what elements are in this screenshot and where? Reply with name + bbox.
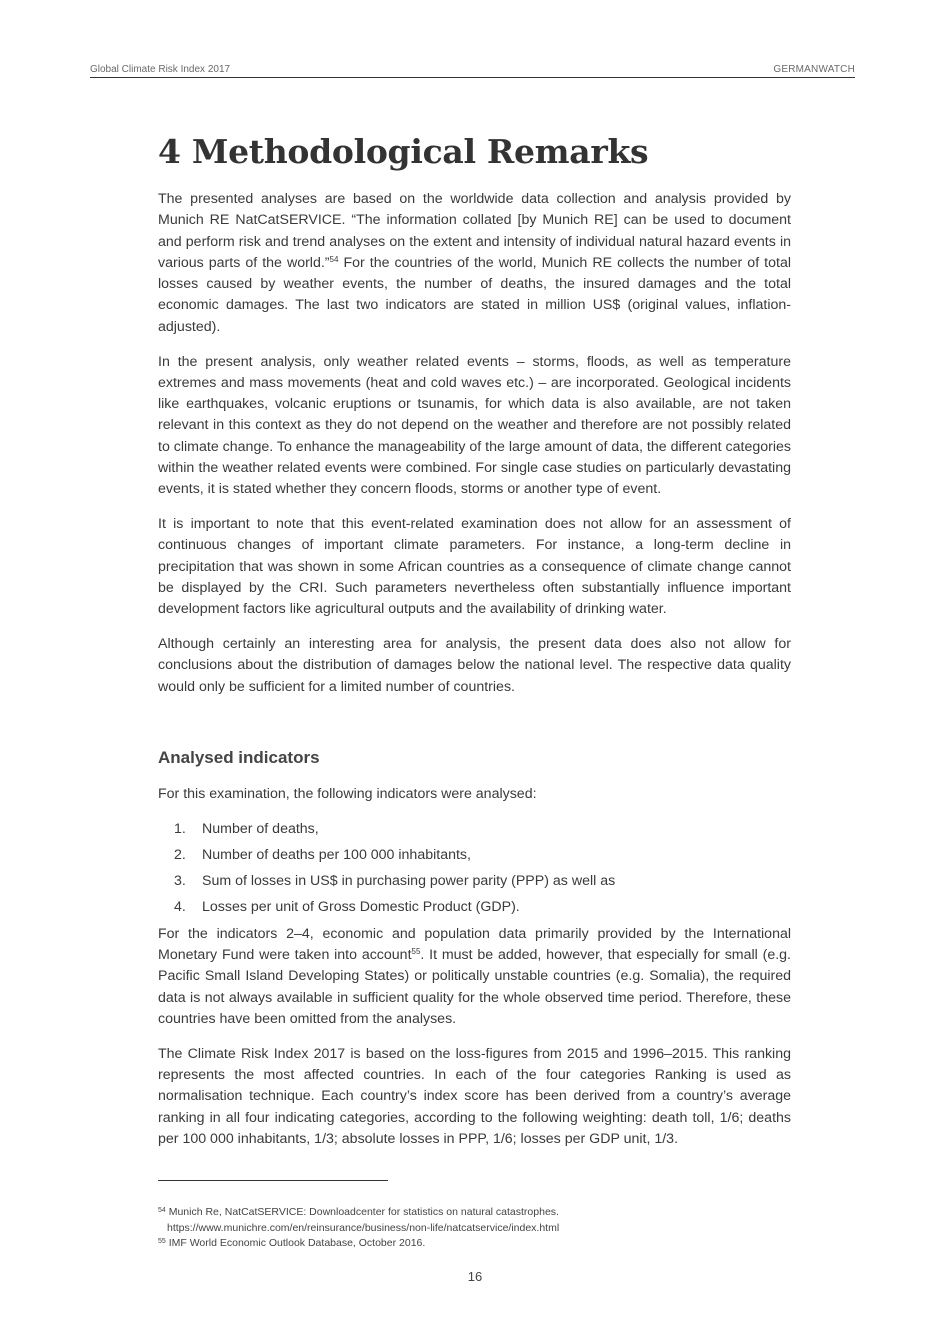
footnote-divider — [158, 1180, 388, 1181]
list-text: Losses per unit of Gross Domestic Product (GDP). — [202, 898, 520, 915]
indicators-intro: For this examination, the following indicators were analysed: — [158, 786, 537, 803]
footnote-54 — [158, 1205, 798, 1221]
list-number: 4. — [174, 898, 186, 915]
list-text: Sum of losses in US$ in purchasing power parity (PPP) as well as — [202, 872, 616, 889]
paragraph-text: For the indicators 2–4, economic and population data primarily provided by the International Monetary Fund were taken into account — [158, 925, 791, 964]
list-item — [158, 897, 791, 918]
footnote-number: 54 — [158, 1207, 166, 1214]
footnote-ref-55[interactable]: 55 — [411, 947, 421, 957]
list-item — [158, 845, 791, 866]
paragraph-text: . It must be added, however, that especially for small (e.g. Pacific Small Island Developing States) or politically unstable countries (e.g. Somalia), the required data is not always available in sufficient quality for the whole observed time period. Therefore, these countries have been omitted from the analyses. — [158, 947, 791, 1027]
paragraph-text: The presented analyses are based on the worldwide data collection and analysis provided by Munich RE NatCatSERVICE. “The information collated [by Munich RE] can be used to document and perform risk and trend analyses on the extent and intensity of individual natural hazard events in various parts of the world.” — [158, 191, 791, 271]
footnote-54-url[interactable]: https://www.munichre.com/en/reinsurance/business/non-life/natcatservice/index.html — [167, 1221, 560, 1234]
running-header-publisher: GERMANWATCH — [773, 64, 855, 75]
footnotes — [158, 1205, 798, 1252]
footnote-text: Munich Re, NatCatSERVICE: Downloadcenter for statistics on natural catastrophes. — [165, 1206, 559, 1218]
list-number: 2. — [174, 846, 186, 863]
paragraph-text: For the countries of the world, Munich RE collects the number of total losses caused by weather events, the number of deaths, the insured damages and the total economic damages. The last two indicators are stated in million US$ (original values, inflation-adjusted). — [158, 254, 791, 335]
list-item — [158, 819, 791, 840]
footnote-number: 55 — [158, 1238, 166, 1245]
paragraph-subnational: Although certainly an interesting area for analysis, the present data does also not allow for conclusions about the distribution of damages below the national level. The respective data quality would only be sufficient for a limited number of countries. — [158, 636, 791, 695]
list-item — [158, 871, 791, 892]
footnote-ref-54[interactable]: 54 — [329, 254, 339, 264]
running-header-title: Global Climate Risk Index 2017 — [90, 64, 231, 75]
footnote-text: IMF World Economic Outlook Database, October 2016. — [165, 1237, 426, 1249]
list-text: Number of deaths per 100 000 inhabitants, — [202, 846, 471, 863]
header-divider — [90, 77, 855, 78]
indicator-list — [158, 819, 791, 918]
list-number: 3. — [174, 872, 186, 889]
section-title: 4 Methodological Remarks — [158, 132, 649, 171]
paragraph-event-scope: In the present analysis, only weather related events – storms, floods, as well as temperature extremes and mass movements (heat and cold waves etc.) – are incorporated. Geological incidents like earthquakes, volcanic eruptions or tsunamis, for which data is also available, are not taken relevant in this context as they do not depend on the weather and therefore are not possibly related to climate change. To enhance the manageability of the large amount of data, the different categories within the weather related events were combined. For single case studies on particularly devastating events, it is stated whether they concern floods, storms or another type of event. — [158, 353, 791, 498]
paragraph-limitations: It is important to note that this event-related examination does not allow for an assessment of continuous changes of important climate parameters. For instance, a long-term decline in precipitation that was shown in some African countries as a consequence of climate change cannot be displayed by the CRI. Such parameters nevertheless often substantially influence important development factors like agricultural outputs and the availability of drinking water. — [158, 516, 791, 618]
list-text: Number of deaths, — [202, 820, 319, 837]
list-number: 1. — [174, 820, 186, 837]
paragraph-economic-data — [158, 924, 791, 1030]
paragraph-index-weighting: The Climate Risk Index 2017 is based on the loss-figures from 2015 and 1996–2015. This ranking represents the most affected countries. In each of the four categories Ranking is used as normalisation technique. Each country’s index score has been derived from a country’s average ranking in all four indicating categories, according to the following weighting: death toll, 1/6; deaths per 100 000 inhabitants, 1/3; absolute losses in PPP, 1/6; losses per GDP unit, 1/3. — [158, 1045, 791, 1147]
main-content — [158, 132, 791, 1164]
paragraph-data-source — [158, 189, 791, 338]
page-number: 16 — [467, 1269, 483, 1284]
subsection-heading: Analysed indicators — [158, 748, 320, 768]
footnote-55 — [158, 1236, 798, 1252]
